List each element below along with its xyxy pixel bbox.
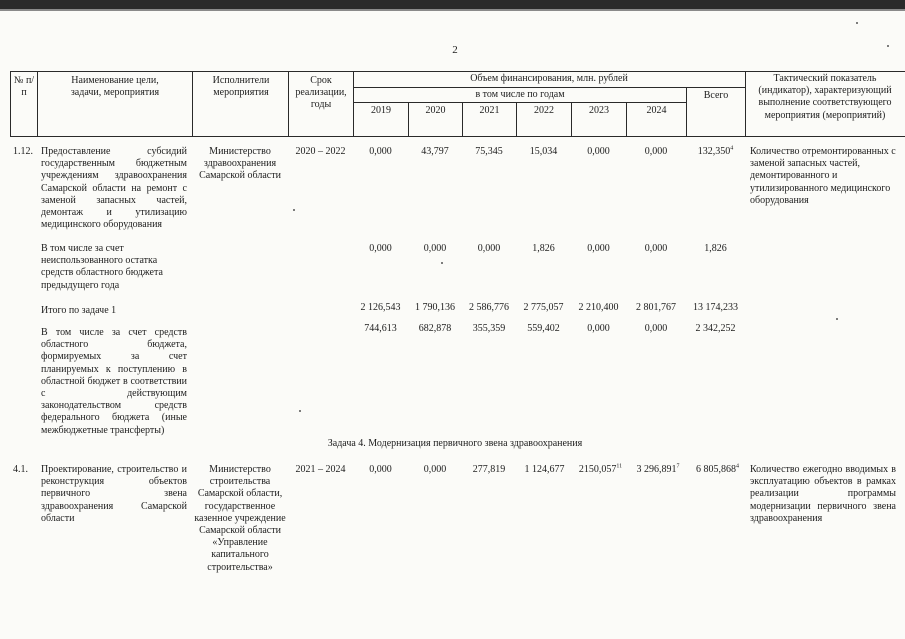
row-term: 2020 – 2022: [295, 146, 346, 157]
header-bottom-border: [10, 136, 905, 137]
scan-top-edge: [0, 0, 905, 9]
row-executors: Министерство строительства Самарской области, государственное казенное учреждение Самарской области «Управление капитального строительства»: [194, 464, 286, 573]
value-2023: 2 210,400: [578, 302, 619, 313]
value-2021: 75,345: [475, 146, 503, 157]
value-2020: 682,878: [418, 323, 452, 334]
row-indicator: Количество отремонтированных с заменой запасных частей, демонтированного и утилизированного медицинского оборудования: [750, 146, 896, 206]
header-year: 2021: [479, 105, 500, 116]
value-2022: 1 124,677: [524, 464, 565, 475]
value-2021: 0,000: [477, 243, 501, 254]
value-2023: 0,000: [587, 323, 610, 334]
col-divider: [192, 71, 193, 137]
scan-top-shadow: [0, 9, 905, 11]
table-left-border: [10, 71, 11, 137]
row-name: В том числе за счет неиспользованного остатка средств областного бюджета предыдущего года: [41, 243, 163, 291]
header-year: 2019: [371, 105, 391, 116]
header-year: 2020: [425, 105, 446, 116]
value-2023: 0,000: [587, 146, 610, 157]
value-2024: 3 296,891$^7$: [636, 463, 680, 475]
value-2024: 0,000: [644, 323, 668, 334]
value-total: 2 342,252: [695, 323, 736, 334]
row-term: 2021 – 2024: [295, 464, 346, 475]
header-name: Наименование цели, задачи, мероприятия: [70, 75, 160, 99]
value-2022: 15,034: [529, 146, 558, 157]
row-number: 4.1.: [13, 464, 28, 475]
value-2019: 0,000: [369, 243, 392, 254]
value-2020: 0,000: [423, 243, 447, 254]
value-2020: 1 790,136: [415, 302, 455, 313]
value-2019: 0,000: [369, 464, 392, 475]
col-divider: [745, 71, 746, 137]
value-2021: 277,819: [472, 464, 506, 475]
scan-speck: [856, 22, 858, 24]
scan-speck: [836, 318, 838, 320]
value-2022: 2 775,057: [523, 302, 564, 313]
header-finance: Объем финансирования, млн. рублей: [470, 73, 628, 84]
value-2020: 43,797: [421, 146, 449, 157]
value-total: 1,826: [704, 243, 727, 254]
table-top-border: [10, 71, 905, 72]
value-2024: 2 801,767: [636, 302, 676, 313]
header-year: 2024: [646, 105, 667, 116]
value-2023: 2150,057$^{11}$: [578, 463, 623, 475]
header-year: 2023: [589, 105, 609, 116]
header-total: Всего: [703, 90, 729, 101]
scan-speck: [299, 410, 301, 412]
row-name: Проектирование, строительство и реконструкция объектов первичного звена здравоохранения Самарской области: [41, 464, 187, 524]
header-executors: Исполнители мероприятия: [212, 75, 270, 99]
value-total: 6 805,868$^4$: [696, 463, 739, 475]
section-title: Задача 4. Модернизация первичного звена здравоохранения: [327, 438, 583, 449]
years-header-divider: [353, 102, 686, 103]
value-2024: 0,000: [644, 146, 668, 157]
value-2023: 0,000: [587, 243, 610, 254]
scan-speck: [887, 45, 889, 47]
col-divider: [288, 71, 289, 137]
value-total: 13 174,233: [693, 302, 738, 313]
header-term: Срок реализации, годы: [295, 75, 347, 111]
value-2019: 0,000: [369, 146, 392, 157]
header-num: № п/п: [13, 75, 35, 99]
row-name: Предоставление субсидий государственным бюджетным учреждениям здравоохранения Самарской области на ремонт с заменой запасных частей, демонтаж и утилизацию медицинского оборудования: [41, 146, 187, 231]
row-name: Итого по задаче 1: [41, 305, 117, 316]
value-2021: 2 586,776: [469, 302, 509, 313]
scan-speck: [441, 262, 443, 264]
value-2022: 559,402: [527, 323, 560, 334]
value-2019: 2 126,543: [360, 302, 401, 313]
header-by-years: в том числе по годам: [475, 89, 565, 100]
header-year: 2022: [534, 105, 554, 116]
value-2022: 1,826: [532, 243, 555, 254]
value-2019: 744,613: [364, 323, 397, 334]
value-2024: 0,000: [644, 243, 668, 254]
row-indicator: Количество ежегодно вводимых в эксплуатацию объектов в рамках реализации программы модернизации первичного звена здравоохранения: [750, 464, 896, 524]
value-2020: 0,000: [423, 464, 447, 475]
row-number: 1.12.: [13, 146, 33, 157]
scan-speck: [293, 209, 295, 211]
value-2021: 355,359: [472, 323, 506, 334]
page-number: 2: [452, 44, 458, 56]
row-name: В том числе за счет средств областного бюджета, формируемых за счет планируемых к поступлению в областной бюджет в соответствии с действующим законодательством средств федерального бюджета (иные межбюджетные трансферты): [41, 327, 187, 436]
col-divider: [37, 71, 38, 137]
value-total: 132,350$^4$: [697, 145, 734, 157]
row-executors: Министерство здравоохранения Самарской области: [199, 146, 281, 182]
header-indicator: Тактический показатель (индикатор), характеризующий выполнение соответствующего мероприятия (мероприятий): [758, 73, 892, 121]
